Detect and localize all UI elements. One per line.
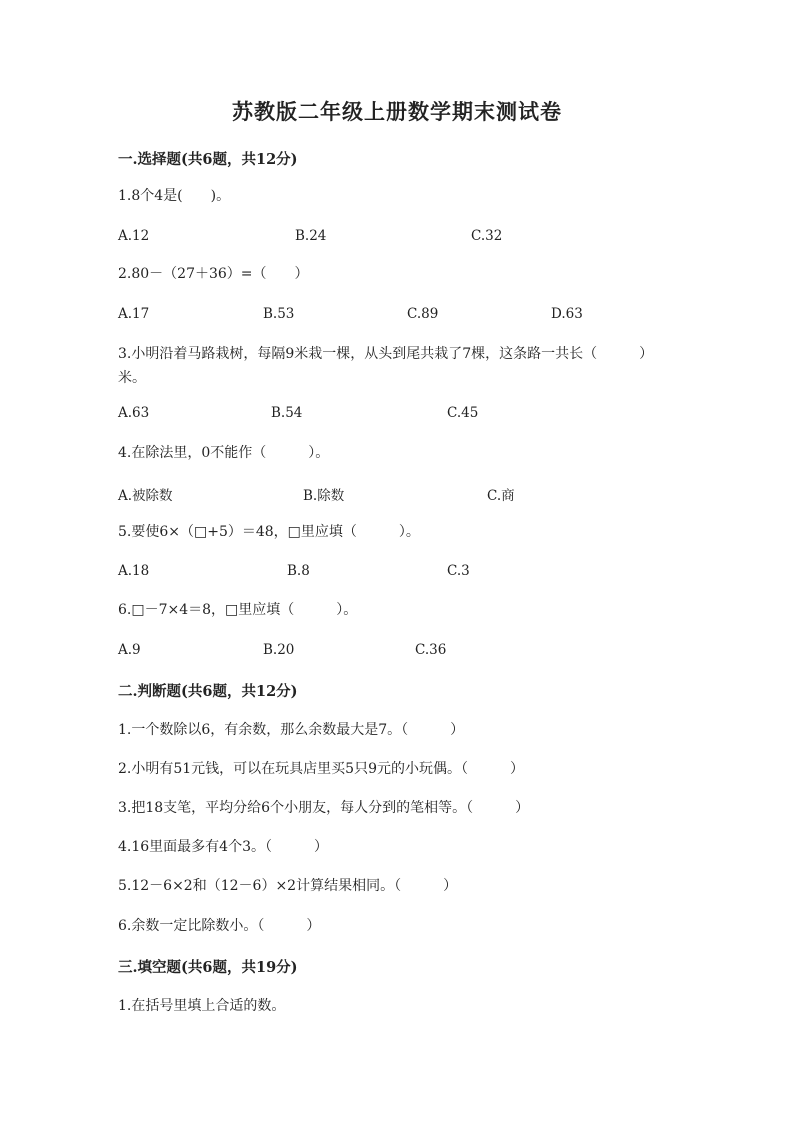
choice-4-option-c: C.商 [487, 488, 515, 504]
choice-6-option-b: B.20 [263, 642, 295, 658]
choice-3-option-a: A.63 [118, 405, 150, 421]
judge-question-6: 6.余数一定比除数小。（ ） [118, 918, 321, 934]
choice-1-option-c: C.32 [471, 228, 503, 244]
choice-question-1: 1.8个4是( )。 [118, 188, 231, 204]
section-heading-fill: 三.填空题(共6题，共19分) [118, 959, 298, 976]
choice-4-option-b: B.除数 [303, 488, 345, 504]
choice-3-option-c: C.45 [447, 405, 479, 421]
choice-3-option-b: B.54 [271, 405, 303, 421]
judge-question-4: 4.16里面最多有4个3。（ ） [118, 839, 328, 855]
choice-2-option-c: C.89 [407, 306, 439, 322]
choice-2-option-b: B.53 [263, 306, 295, 322]
choice-1-option-a: A.12 [118, 228, 150, 244]
section-heading-judge: 二.判断题(共6题，共12分) [118, 683, 298, 700]
section-heading-choice: 一.选择题(共6题，共12分) [118, 151, 298, 168]
choice-2-option-a: A.17 [118, 306, 150, 322]
choice-5-option-b: B.8 [287, 563, 310, 579]
choice-4-option-a: A.被除数 [118, 488, 173, 504]
choice-2-option-d: D.63 [551, 306, 583, 322]
choice-5-option-c: C.3 [447, 563, 470, 579]
fill-question-1: 1.在括号里填上合适的数。 [118, 998, 286, 1014]
page-title: 苏教版二年级上册数学期末测试卷 [232, 99, 562, 124]
choice-question-3: 3.小明沿着马路栽树，每隔9米栽一棵，从头到尾共栽了7棵，这条路一共长（ ）米。 [118, 346, 654, 386]
judge-question-5: 5.12－6×2和（12－6）×2计算结果相同。（ ） [118, 878, 458, 894]
choice-question-2: 2.80－（27＋36）=（ ） [118, 266, 309, 282]
choice-5-option-a: A.18 [118, 563, 150, 579]
choice-question-4: 4.在除法里，0不能作（ ）。 [118, 445, 330, 461]
choice-1-option-b: B.24 [295, 228, 327, 244]
judge-question-2: 2.小明有51元钱，可以在玩具店里买5只9元的小玩偶。（ ） [118, 761, 524, 777]
judge-question-1: 1.一个数除以6，有余数，那么余数最大是7。（ ） [118, 722, 465, 738]
choice-question-6: 6.□－7×4＝8，□里应填（ ）。 [118, 602, 358, 618]
choice-question-5: 5.要使6×（□+5）＝48，□里应填（ ）。 [118, 524, 420, 540]
choice-6-option-c: C.36 [415, 642, 447, 658]
choice-6-option-a: A.9 [118, 642, 141, 658]
judge-question-3: 3.把18支笔，平均分给6个小朋友，每人分到的笔相等。（ ） [118, 800, 530, 816]
